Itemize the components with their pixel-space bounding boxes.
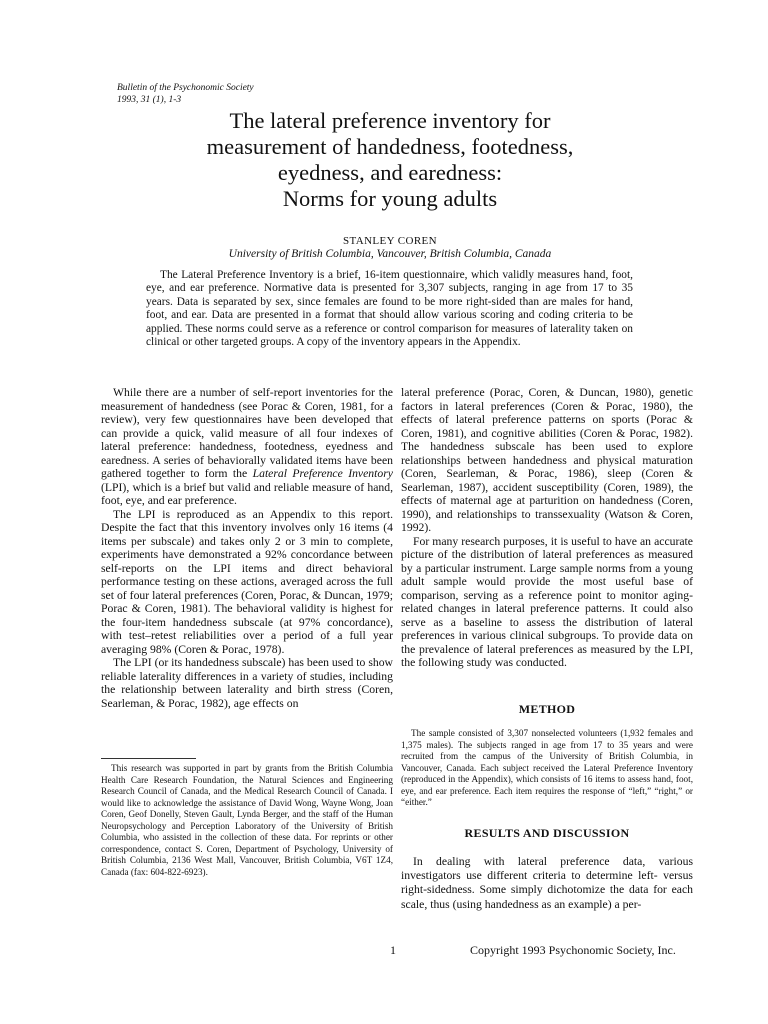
article-title: [130, 108, 650, 212]
journal-name: Bulletin of the Psychonomic Society: [117, 83, 254, 93]
right-paragraph-1: lateral preference (Porac, Coren, & Duncan, 1980), genetic factors in lateral preferences (Coren & Porac, 1980), the effects of lateral preference patterns on sports (Porac & Coren, 1981), and cognitive abilities (Coren & Porac, 1982). The handedness subscale has been used to explore relationships between handedness and physical maturation (Coren, Searleman, & Porac, 1986), sleep (Coren & Searleman, 1987), accident susceptibility (Coren, 1989), the effects of maternal age at parturition on handedness (Coren, 1990), and relationships to transsexuality (Watson & Coren, 1992).: [401, 386, 693, 535]
results-section: [401, 855, 693, 912]
results-text: In dealing with lateral preference data, various investigators use different criteria to determine left- versus right-sidedness. Some simply dichotomize the data for each scale, thus (using handedness as an example) a per-: [401, 855, 693, 911]
journal-volume: 1993, 31 (1), 1-3: [117, 95, 182, 105]
copyright-notice: Copyright 1993 Psychonomic Society, Inc.: [470, 943, 676, 957]
method-text: The sample consisted of 3,307 nonselected volunteers (1,932 females and 1,375 males). The subjects ranged in age from 17 to 35 years and were recruited from the campus of the University of British Columbia, in Vancouver, Canada. Each subject received the Lateral Preference Inventory (reproduced in the Appendix), which consists of 16 items to assess hand, foot, eye, and ear preference. Each item requires the response of “left,” “right,” or “either.”: [401, 728, 693, 807]
inventory-name: Lateral Preference Inventory: [252, 467, 393, 481]
title-line-3: eyedness, and earedness:: [277, 160, 503, 185]
abstract-text: The Lateral Preference Inventory is a brief, 16-item questionnaire, which validly measures hand, foot, eye, and ear preference. Normative data is presented for 3,307 subjects, ranging in age from 17 to 35 years. Data is separated by sex, since females are found to be more right-sided than are males for hand, foot, and ear. Data are presented in a format that should allow various scoring and coding criteria to be applied. These norms could serve as a reference or control comparison for measures of laterality taken on clinical or other targeted groups. A copy of the inventory appears in the Appendix.: [146, 269, 633, 349]
title-line-2: measurement of handedness, footedness,: [206, 134, 574, 159]
left-paragraph-1: [101, 386, 393, 508]
right-column: [401, 386, 693, 670]
page-number: 1: [390, 943, 396, 957]
footnote-text: This research was supported in part by grants from the British Columbia Health Care Research Foundation, the Natural Sciences and Engineering Research Council of Canada, and the Medical Research Council of Canada. I would like to acknowledge the assistance of David Wong, Wayne Wong, Joan Coren, Geof Donelly, Steven Gault, Lynda Berger, and the staff of the Human Neuropsychology and Perception Laboratory of the University of British Columbia, who assisted in the collection of these data. For reprints or other correspondence, contact S. Coren, Department of Psychology, University of British Columbia, 2136 West Mall, Vancouver, British Columbia, V6T 1Z4, Canada (fax: 604-822-6923).: [101, 763, 393, 877]
journal-citation: [117, 82, 254, 106]
right-paragraph-2: For many research purposes, it is useful to have an accurate picture of the distribution of lateral preferences as measured by a particular instrument. Large sample norms from a young adult sample would provide the most useful base of comparison, serving as a reference point to monitor aging-related changes in lateral preference patterns. It could also serve as a baseline to assess the distribution of lateral preferences in various clinical subgroups. To provide data on the prevalence of lateral preferences as measured by the LPI, the following study was conducted.: [401, 534, 693, 670]
method-heading: METHOD: [518, 702, 576, 716]
left-paragraph-3: The LPI (or its handedness subscale) has been used to show reliable laterality differences in a variety of studies, including the relationship between laterality and birth stress (Coren, Searleman, & Porac, 1982), age effects on: [101, 656, 393, 710]
title-line-4: Norms for young adults: [282, 186, 498, 211]
left-column: [101, 386, 393, 710]
footnote-divider: [101, 758, 196, 759]
left-paragraph-2: The LPI is reproduced as an Appendix to this report. Despite the fact that this inventory involves only 16 items (4 items per subscale) and takes only 2 or 3 min to complete, experiments have demonstrated a 92% concordance between self-reports on the LPI items and direct behavioral performance testing on these actions, averaged across the full set of four lateral preferences (Coren, Porac, & Duncan, 1979; Porac & Coren, 1981). The behavioral validity is highest for the four-item handedness subscale (at 97% concordance), with test–retest reliabilities over a period of a full year averaging 98% (Coren & Porac, 1978).: [101, 507, 393, 656]
results-heading: RESULTS AND DISCUSSION: [464, 826, 630, 840]
left-p1-text-a: While there are a number of self-report inventories for the measurement of handedness (see Porac & Coren, 1981, for a review), very few questionnaires have been developed that can provide a quick, valid measure of all four indexes of lateral preference: handedness, footedness, eyedness and earedness. A series of behaviorally validated items have been gathered together to form the: [101, 386, 393, 481]
author-name: STANLEY COREN: [342, 235, 438, 247]
title-line-1: The lateral preference inventory for: [229, 108, 551, 133]
method-section: [401, 728, 693, 809]
abstract: [146, 269, 633, 349]
footnote: [101, 763, 393, 878]
author-affiliation: University of British Columbia, Vancouver, British Columbia, Canada: [228, 248, 552, 260]
left-p1-text-b: (LPI), which is a brief but valid and reliable measure of hand, foot, eye, and ear preference.: [101, 480, 393, 508]
